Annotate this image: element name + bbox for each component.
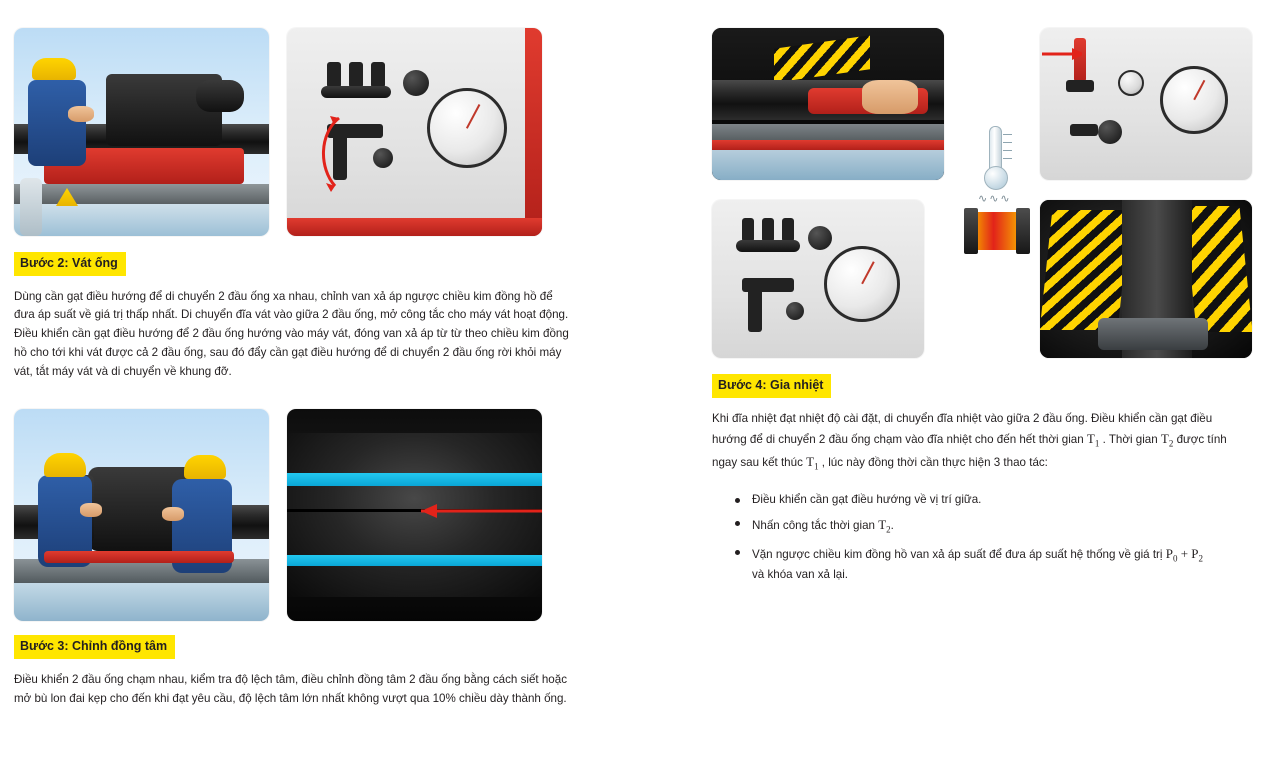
list-item xyxy=(750,491,1252,510)
step2-heading-wrap xyxy=(14,252,574,276)
control-panel-lever-gauge-photo xyxy=(712,200,924,358)
pipe-alignment-closeup-photo xyxy=(287,409,542,621)
step3-heading: Bước 3: Chỉnh đồng tâm xyxy=(14,635,175,659)
control-panel-pressure-gauge-photo xyxy=(287,28,542,236)
bullet-3-text-before: Vặn ngược chiều kim đồng hồ van xả áp suất để đưa áp suất hệ thống về giá trị xyxy=(752,547,1166,561)
step4-paragraph-part3: được tính ngay sau kết thúc xyxy=(712,433,1227,470)
bullet-2-text-before: Nhấn công tắc thời gian xyxy=(752,519,879,533)
left-column xyxy=(14,0,574,708)
step2-heading: Bước 2: Vát ống xyxy=(14,252,126,276)
var-t1-second: $T_1$ xyxy=(806,454,819,473)
heating-plate-between-pipes-photo xyxy=(1040,200,1252,358)
alignment-arrow-icon xyxy=(407,495,542,527)
panel-arrow-icon xyxy=(1040,42,1082,66)
step3-paragraph: Điều khiển 2 đầu ống chạm nhau, kiểm tra độ lệch tâm, điều chỉnh đồng tâm 2 đầu ống bằng cách siết hoặc mở bù lon đai kẹp cho đến khi đạt yêu cầu, độ lệch tâm lớn nhất không vượt qua 10% chiều dày thành ống. xyxy=(14,672,567,705)
control-panel-gauges-photo xyxy=(1040,28,1252,180)
step4-paragraph-part2: . Thời gian xyxy=(1099,433,1161,447)
var-t1-first: $T_1$ xyxy=(1086,431,1100,449)
var-p2: $P_2$ xyxy=(1191,545,1204,564)
figure-step2 xyxy=(14,28,574,236)
bullet-3-text-after: và khóa van xả lại. xyxy=(752,567,849,581)
plus-sign: + xyxy=(1177,545,1192,561)
rotation-arrow-icon xyxy=(309,106,349,196)
list-item xyxy=(750,514,1252,537)
two-operators-aligning-pipe-photo xyxy=(14,409,269,621)
step4-heading-wrap xyxy=(712,374,1252,398)
step3-heading-wrap xyxy=(14,635,574,659)
step4-paragraph xyxy=(712,410,1250,475)
var-t2-first: $T_2$ xyxy=(1160,431,1174,449)
operator-beveling-pipe-photo xyxy=(14,28,269,236)
step4-paragraph-part4: , lúc này đồng thời cần thực hiện 3 thao tác: xyxy=(818,456,1048,470)
figure-step3 xyxy=(14,409,574,621)
bullet-1-text: Điều khiển cần gạt điều hướng về vị trí giữa. xyxy=(752,492,982,506)
operator-hand-on-lever-photo xyxy=(712,28,944,180)
step4-paragraph-part1: Khi đĩa nhiệt đạt nhiệt độ cài đặt, di chuyển đĩa nhiệt vào giữa 2 đầu ống. Điều khiển cần gạt điều hướng để di chuyển 2 đầu ống chạm vào đĩa nhiệt cho đến hết thời gian xyxy=(712,411,1213,447)
right-column xyxy=(712,0,1252,590)
list-item xyxy=(750,543,1252,585)
thermometer-heating-plate-icon: ∿∿∿ xyxy=(962,126,1032,256)
figure-step4 xyxy=(712,28,1252,358)
var-p0: $P_0$ xyxy=(1165,545,1178,564)
var-t2-bullet: $T_2$ xyxy=(878,517,891,535)
step4-bullet-list xyxy=(712,491,1252,585)
step2-paragraph: Dùng cần gạt điều hướng để di chuyển 2 đầu ống xa nhau, chỉnh van xả áp ngược chiều kim đồng hồ để đưa áp suất về giá trị thấp nhất. Di chuyển đĩa vát vào giữa 2 đầu ống, mở công tắc cho máy vát hoạt động. Điều khiển cần gạt điều hướng để 2 đầu ống hướng vào máy vát, đóng van xả áp từ từ theo chiều kim đồng hồ cho tới khi vát được cả 2 đầu ống, sau đó đẩy cần gạt điều hướng để di chuyển 2 đầu ống rời khỏi máy vát, tắt máy vát và di chuyển về khung đỡ. xyxy=(14,289,569,378)
step4-heading: Bước 4: Gia nhiệt xyxy=(712,374,831,398)
bullet-2-text-after: . xyxy=(890,519,894,533)
